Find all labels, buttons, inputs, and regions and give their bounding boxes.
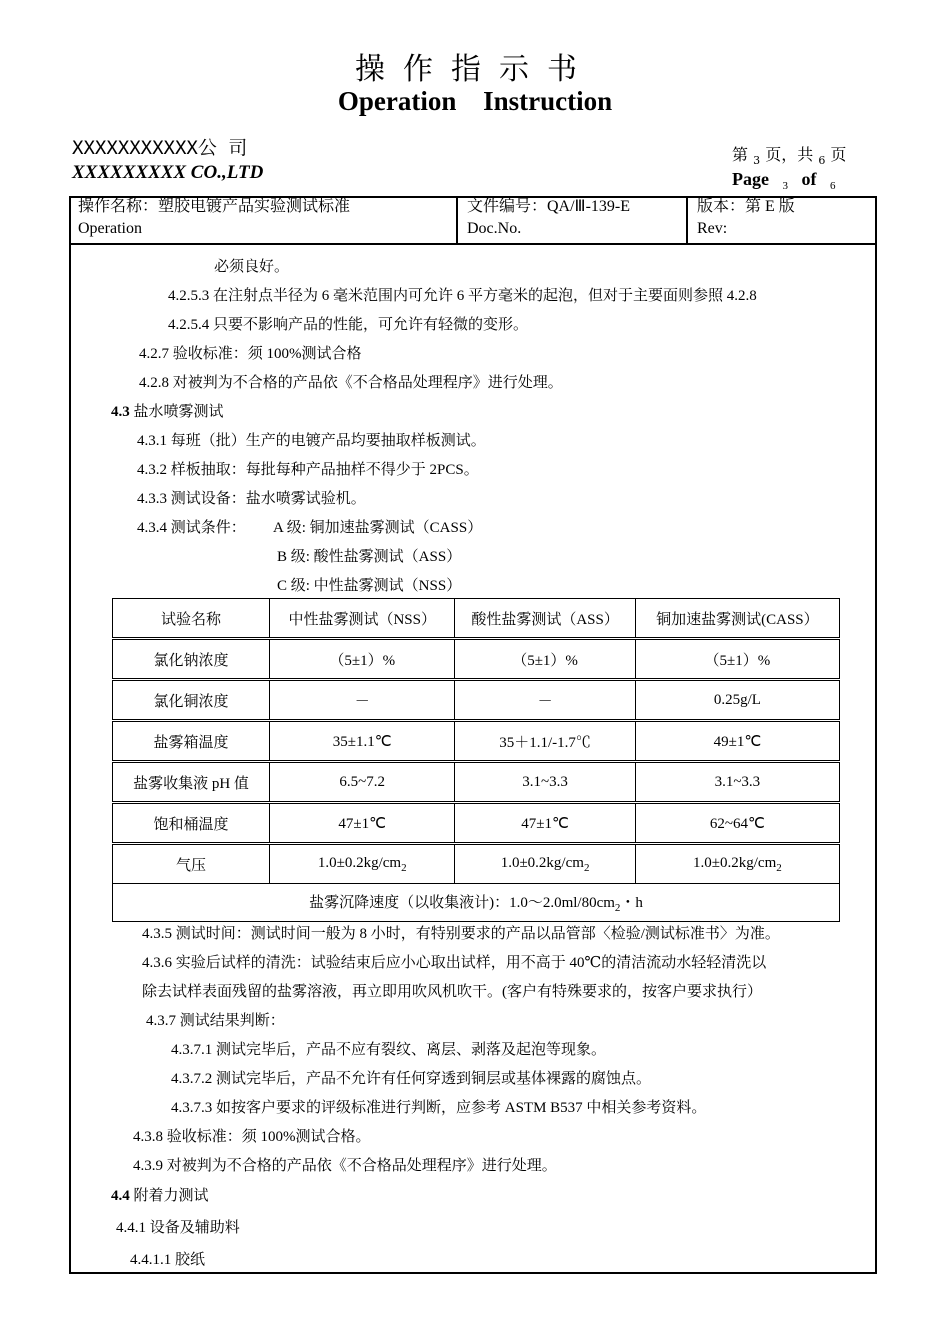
body-line: 必须良好。 <box>214 259 290 275</box>
company-name-en: XXXXXXXXX CO.,LTD <box>72 162 264 183</box>
body-line: 4.3.7.1 测试完毕后，产品不应有裂纹、离层、剥落及起泡等现象。 <box>171 1042 607 1058</box>
body-line: 4.3.7 测试结果判断： <box>146 1013 285 1029</box>
page-total-cn: 6 <box>818 154 826 167</box>
body-line: 4.3.5 测试时间：测试时间一般为 8 小时，有特别要求的产品以品管部〈检验/测试标准书〉为准。 <box>142 926 780 942</box>
table-cell: 62~64℃ <box>635 803 839 844</box>
page-title-cn: 操作指示书 <box>355 52 595 87</box>
page-en-prefix: Page <box>732 169 769 189</box>
operation-name-cell <box>69 196 456 243</box>
body-line: 4.3.7.3 如按客户要求的评级标准进行判断，应参考 ASTM B537 中相关参考资料。 <box>171 1100 707 1116</box>
table-cell: 氯化铜浓度 <box>113 680 270 721</box>
table-cell: － <box>455 680 635 721</box>
section-title: 盐水喷雾测试 <box>133 404 224 420</box>
body-line: 4.2.7 验收标准：须 100%测试合格 <box>139 346 362 362</box>
table-header-cell: 试验名称 <box>113 599 270 639</box>
operation-name-label: 操作名称：塑胶电镀产品实验测试标准 <box>78 198 351 215</box>
table-row-pressure <box>113 844 840 884</box>
table-cell <box>455 844 635 884</box>
table-row <box>113 721 840 762</box>
table-cell: 49±1℃ <box>635 721 839 762</box>
pressure-value: 1.0±0.2kg/cm <box>500 854 584 871</box>
revision-label-en: Rev: <box>697 220 728 237</box>
salt-spray-table <box>112 598 840 922</box>
revision-cell <box>686 196 875 243</box>
page-indicator-cn <box>732 142 846 167</box>
table-cell: 氯化钠浓度 <box>113 639 270 680</box>
table-cell: 0.25g/L <box>635 680 839 721</box>
body-line: 4.3.7.2 测试完毕后，产品不允许有任何穿透到铜层或基体裸露的腐蚀点。 <box>171 1071 652 1087</box>
table-cell: （5±1）% <box>455 639 635 680</box>
revision-label: 版本：第 E 版 <box>697 198 795 215</box>
operation-label-en: Operation <box>78 220 142 237</box>
company-name-cn: XXXXXXXXXXX公 司 <box>72 137 248 159</box>
table-cell: 饱和桶温度 <box>113 803 270 844</box>
page-cn-prefix: 第 <box>732 145 749 164</box>
doc-no-label: 文件编号：QA/Ⅲ-139-E <box>467 198 631 215</box>
page-cn-mid: 页，共 <box>765 145 814 164</box>
table-cell: 35＋1.1/-1.7℃ <box>455 721 635 762</box>
body-line: 4.3.1 每班（批）生产的电镀产品均要抽取样板测试。 <box>137 433 486 449</box>
page-indicator-en <box>732 169 835 192</box>
body-line: B 级: 酸性盐雾测试（ASS） <box>277 549 462 565</box>
page-en-of: of <box>801 169 817 189</box>
body-line: 4.3.6 实验后试样的清洗：试验结束后应小心取出试样，用不高于 40℃的清洁流动水轻轻清洗以 <box>142 955 767 971</box>
table-cell <box>270 844 455 884</box>
body-line: 4.4.1 设备及辅助料 <box>116 1220 240 1236</box>
pressure-unit-exponent: 2 <box>401 861 407 874</box>
table-row <box>113 762 840 803</box>
table-cell: 盐雾箱温度 <box>113 721 270 762</box>
table-row <box>113 803 840 844</box>
page-current-cn: 3 <box>753 154 761 167</box>
table-header-row <box>113 599 840 639</box>
body-line: 4.3.3 测试设备：盐水喷雾试验机。 <box>137 491 366 507</box>
table-cell: 气压 <box>113 844 270 884</box>
pressure-value: 1.0±0.2kg/cm <box>317 854 402 871</box>
body-line: 4.2.8 对被判为不合格的产品依《不合格品处理程序》进行处理。 <box>139 375 563 391</box>
table-row-settling-rate <box>113 884 840 922</box>
doc-no-cell <box>456 196 686 243</box>
table-cell: （5±1）% <box>270 639 455 680</box>
table-cell <box>635 844 839 884</box>
table-row <box>113 639 840 680</box>
body-line: A 级: 铜加速盐雾测试（CASS） <box>273 520 483 536</box>
body-line: 4.3.2 样板抽取：每批每种产品抽样不得少于 2PCS。 <box>137 462 479 478</box>
pressure-value: 1.0±0.2kg/cm <box>693 854 777 871</box>
body-line: 4.3.4 测试条件： <box>137 520 246 536</box>
body-line: 4.2.5.4 只要不影响产品的性能，可允许有轻微的变形。 <box>168 317 529 333</box>
table-cell <box>113 884 840 922</box>
section-number: 4.4 <box>111 1188 130 1204</box>
pressure-unit-exponent: 2 <box>583 861 590 874</box>
page-cn-suffix: 页 <box>830 145 847 164</box>
info-header-row <box>69 196 877 245</box>
table-header-cell: 中性盐雾测试（NSS） <box>270 599 455 639</box>
settling-rate-text: 盐雾沉降速度（以收集液计)：1.0～2.0ml/80cm <box>309 895 615 911</box>
settling-rate-suffix: ・h <box>620 895 643 911</box>
body-line: 除去试样表面残留的盐雾溶液，再立即用吹风机吹干。(客户有特殊要求的，按客户要求执行） <box>142 984 762 1000</box>
table-row <box>113 680 840 721</box>
section-title: 附着力测试 <box>133 1188 209 1204</box>
body-line: 4.3.9 对被判为不合格的产品依《不合格品处理程序》进行处理。 <box>133 1158 557 1174</box>
table-header-cell: 铜加速盐雾测试(CASS） <box>635 599 839 639</box>
section-heading-4-3 <box>111 400 224 421</box>
section-number: 4.3 <box>111 404 130 420</box>
body-line: 4.2.5.3 在注射点半径为 6 毫米范围内可允许 6 平方毫米的起泡，但对于主要面则参照 4.2.8 <box>168 288 757 304</box>
page-current-en: 3 <box>782 180 788 192</box>
body-line: C 级: 中性盐雾测试（NSS） <box>277 578 462 594</box>
doc-no-label-en: Doc.No. <box>467 220 522 237</box>
table-cell: 47±1℃ <box>270 803 455 844</box>
table-cell: － <box>270 680 455 721</box>
body-line: 4.4.1.1 胶纸 <box>130 1252 206 1268</box>
page-title-en: Operation Instruction <box>337 86 613 116</box>
table-cell: 3.1~3.3 <box>455 762 635 803</box>
table-header-cell: 酸性盐雾测试（ASS） <box>455 599 635 639</box>
table-cell: 35±1.1℃ <box>270 721 455 762</box>
table-cell: 47±1℃ <box>455 803 635 844</box>
settling-rate-exponent: 2 <box>614 902 621 914</box>
table-cell: 6.5~7.2 <box>270 762 455 803</box>
table-cell: 3.1~3.3 <box>635 762 839 803</box>
section-heading-4-4 <box>111 1184 209 1205</box>
body-line: 4.3.8 验收标准：须 100%测试合格。 <box>133 1129 371 1145</box>
table-cell: 盐雾收集液 pH 值 <box>113 762 270 803</box>
pressure-unit-exponent: 2 <box>776 861 782 874</box>
table-cell: （5±1）% <box>635 639 839 680</box>
page-total-en: 6 <box>829 180 836 192</box>
